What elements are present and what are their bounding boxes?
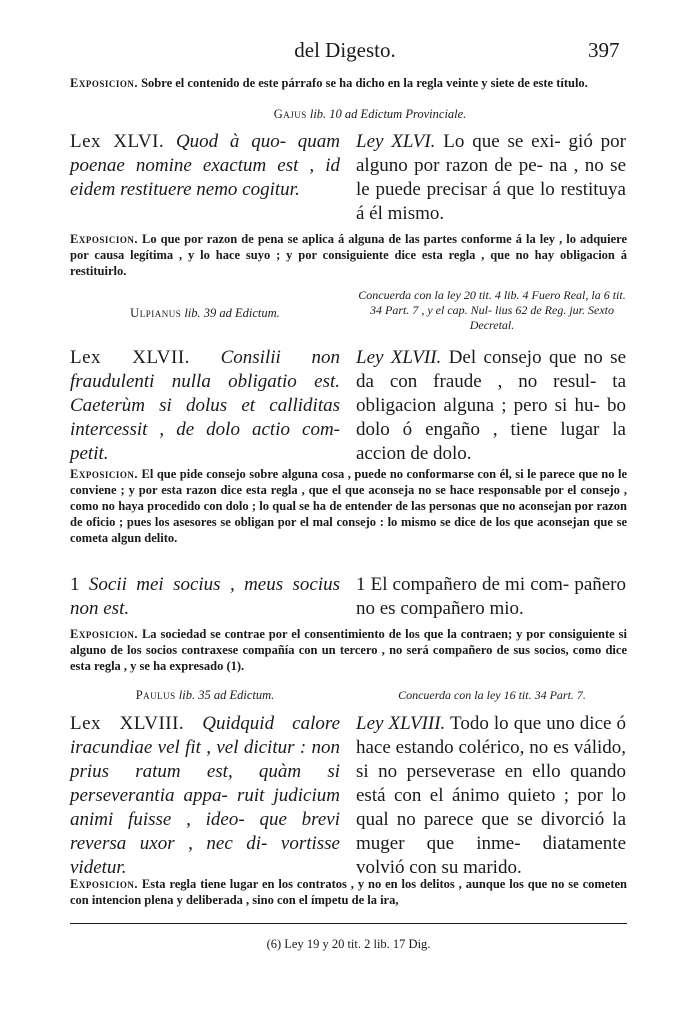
latin-rule-47 bbox=[70, 346, 340, 466]
spanish-section-1 bbox=[356, 573, 626, 621]
spanish-text: Lo que se exi- gió por alguno por razon de pe- na , no se le puede precisar á que lo restituya á él mismo. bbox=[356, 131, 627, 224]
exposition-label: Exposicion. bbox=[70, 877, 138, 891]
exposition-label: Exposicion. bbox=[70, 76, 138, 90]
spanish-rule-46 bbox=[356, 130, 626, 226]
exposition-note-46 bbox=[70, 231, 627, 279]
spanish-text: El compañero de mi com- pañero no es compañero mio. bbox=[356, 574, 627, 619]
latin-text: Quidquid calore iracundiae vel fit , vel dicitur : non prius ratum est, quàm si perseverantia appa- ruit judicium animi fuisse , ideo- que brevi reversa uxor , nec di- vortisse videtur. bbox=[70, 713, 341, 878]
spanish-text: Todo lo que uno dice ó hace estando colérico, no es válido, si no perseverase en ello quando está con el ánimo quieto ; por lo qual no parece que se divorció la muger que inme- diatamente volvió con su marido. bbox=[356, 713, 626, 878]
exposition-text: Lo que por razon de pena se aplica á alguna de las partes conforme á la ley , lo adquiere por causa legítima , y lo hace suyo ; y por consiguiente dice esta regla , que no hay obligacion á restituirlo. bbox=[70, 232, 627, 278]
source-author: Gajus bbox=[273, 107, 307, 121]
running-title: del Digesto. bbox=[294, 38, 396, 62]
latin-text: Consilii non fraudulenti nulla obligatio est. Caeterùm si dolus et calliditas intercessit , de dolo actio com- petit. bbox=[70, 347, 340, 464]
spanish-text: Del consejo que no se da con fraude , no resul- ta obligacion alguna ; pero si hu- bo dolo ó engaño , tiene lugar la accion de dolo. bbox=[356, 347, 626, 464]
latin-heading: Lex XLVIII. bbox=[70, 713, 185, 734]
latin-text: Quod à quo- quam poenae nomine exactum est , id eidem restituere nemo cogitur. bbox=[70, 131, 341, 200]
exposition-note-27 bbox=[70, 75, 627, 91]
page-number: 397 bbox=[588, 38, 620, 62]
source-citation-ulpianus bbox=[70, 306, 340, 321]
section-number: 1 bbox=[70, 574, 80, 595]
spanish-rule-47 bbox=[356, 346, 626, 466]
exposition-label: Exposicion. bbox=[70, 627, 138, 641]
exposition-text: Esta regla tiene lugar en los contratos , y no en los delitos , aunque los que no se cometen con intencion plena y deliberada , sino con el ímpetu de la ira, bbox=[70, 877, 627, 907]
exposition-note-48 bbox=[70, 876, 627, 908]
exposition-text: La sociedad se contrae por el consentimiento de los que la contraen; y por consiguiente si alguno de los socios contraxese compañía con un tercero , no será compañero de sus socios, como dice esta regla , y se ha expresado (1). bbox=[70, 627, 627, 673]
latin-rule-48 bbox=[70, 712, 340, 880]
latin-rule-46 bbox=[70, 130, 340, 202]
latin-heading: Lex XLVII. bbox=[70, 347, 190, 368]
source-work: lib. 39 ad Edictum. bbox=[184, 306, 280, 320]
exposition-text: Sobre el contenido de este párrafo se ha dicho en la regla veinte y siete de este título. bbox=[141, 76, 588, 90]
spanish-heading: Ley XLVII. bbox=[356, 347, 442, 368]
section-number: 1 bbox=[356, 574, 366, 595]
source-author: Ulpianus bbox=[130, 306, 182, 320]
source-author: Paulus bbox=[135, 688, 176, 702]
exposition-text: El que pide consejo sobre alguna cosa , puede no conformarse con él, si le parece que no le conviene ; y por esta razon dice esta regla , que el que aconseja no se hace responsable por el consejo , como no haya procedido con dolo ; lo qual se ha de entender de las personas que no aconsejan por razon de oficio ; pues los asesores se obligan por el mal consejo : lo mismo se dice de los que aconsejan que se cometa algun delito. bbox=[70, 467, 628, 545]
footnote: (6) Ley 19 y 20 tit. 2 lib. 17 Dig. bbox=[266, 937, 431, 951]
spanish-rule-48 bbox=[356, 712, 626, 880]
source-citation-gajus bbox=[150, 107, 590, 122]
latin-heading: Lex XLVI. bbox=[70, 131, 165, 152]
latin-text: Socii mei socius , meus socius non est. bbox=[70, 574, 341, 619]
exposition-label: Exposicion. bbox=[70, 467, 138, 481]
spanish-heading: Ley XLVIII. bbox=[356, 713, 446, 734]
source-work: lib. 10 ad Edictum Provinciale. bbox=[309, 107, 467, 121]
exposition-label: Exposicion. bbox=[70, 232, 138, 246]
source-citation-paulus bbox=[70, 688, 340, 703]
footnote-rule bbox=[70, 923, 627, 924]
spanish-heading: Ley XLVI. bbox=[356, 131, 436, 152]
concordance-48: Concuerda con la ley 16 tit. 34 Part. 7. bbox=[398, 688, 586, 702]
exposition-note-section-1 bbox=[70, 626, 627, 674]
latin-section-1 bbox=[70, 573, 340, 621]
exposition-note-47 bbox=[70, 466, 627, 546]
concordance-47: Concuerda con la ley 20 tit. 4 lib. 4 Fuero Real, la 6 tit. 34 Part. 7 , y el cap. Nul- lius 62 de Reg. jur. Sexto Decretal. bbox=[358, 288, 626, 332]
source-work: lib. 35 ad Edictum. bbox=[178, 688, 275, 702]
